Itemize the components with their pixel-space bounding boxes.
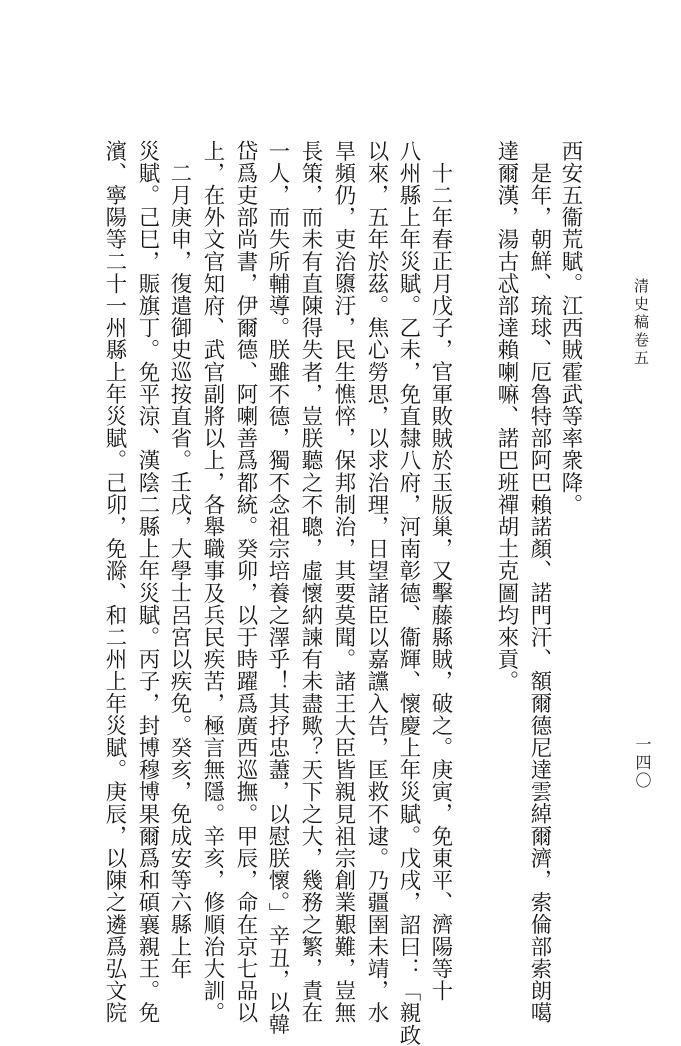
- text-column-6: 八州縣上年災賦。乙未，免直隸八府，河南彰德、衞輝、懷慶上年災賦。戊戌，詔曰：「親政: [396, 140, 421, 1046]
- text-column-1: 西安五衞荒賦。江西賊霍武等率衆降。: [558, 140, 583, 516]
- text-column-3: 達爾漢，湯古忒部達賴喇嘛、諾巴班禪胡土克圖均來貢。: [494, 140, 519, 693]
- text-column-13: 二月庚申，復遣御史巡按直省。壬戌，大學士呂宮以疾免。癸亥，免成安等六縣上年: [167, 162, 192, 980]
- text-column-9: 長策，而未有直陳得失者，豈朕聽之不聰，虛懷納諫有未盡歟？天下之大，幾務之繁，責在: [298, 140, 323, 1024]
- text-column-5: 十二年春正月戊子，官軍敗賊於玉版巢，又擊藤縣賊，破之。庚寅，免東平、濟陽等十: [428, 162, 453, 1002]
- text-column-10: 一人，而失所輔導。朕雖不德，獨不念祖宗培養之澤乎！其抒忠藎，以慰朕懷。」辛丑，以韓: [265, 140, 290, 1036]
- text-column-11: 岱爲吏部尚書，伊爾德、阿喇善爲都統。癸卯，以于時躍爲廣西巡撫。甲辰，命在京七品以: [233, 140, 258, 1024]
- running-header-title: 清史稿卷五: [632, 278, 650, 368]
- text-column-12: 上，在外文官知府、武官副將以上，各舉職事及兵民疾苦，極言無隱。辛亥，修順治大訓。: [200, 140, 225, 1024]
- text-column-7: 以來，五年於茲。焦心勞思，以求治理，日望諸臣以嘉讜入告，匡救不逮。乃疆圉未靖，水: [364, 140, 389, 1024]
- text-column-15: 濱、寧陽等二十一州縣上年災賦。己卯，免滁、和二州上年災賦。庚辰，以陳之遴爲弘文院: [102, 140, 127, 1024]
- text-column-14: 災賦。己巳，賑旗丁。免平涼、漢陰二縣上年災賦。丙子，封博穆博果爾爲和碩襄親王。免: [135, 140, 160, 1024]
- text-column-8: 旱頻仍，吏治隳汙，民生憔悴，保邦制治，其要莫聞。諸王大臣皆親見祖宗創業艱難，豈無: [331, 140, 356, 1024]
- page-number: 一四〇: [633, 736, 652, 790]
- blank-column: [458, 140, 490, 146]
- text-column-2: 是年，朝鮮、琉球、厄魯特部阿巴賴諾顏、諾門汗、額爾德尼達雲綽爾濟，索倫部索朗噶: [527, 162, 552, 1024]
